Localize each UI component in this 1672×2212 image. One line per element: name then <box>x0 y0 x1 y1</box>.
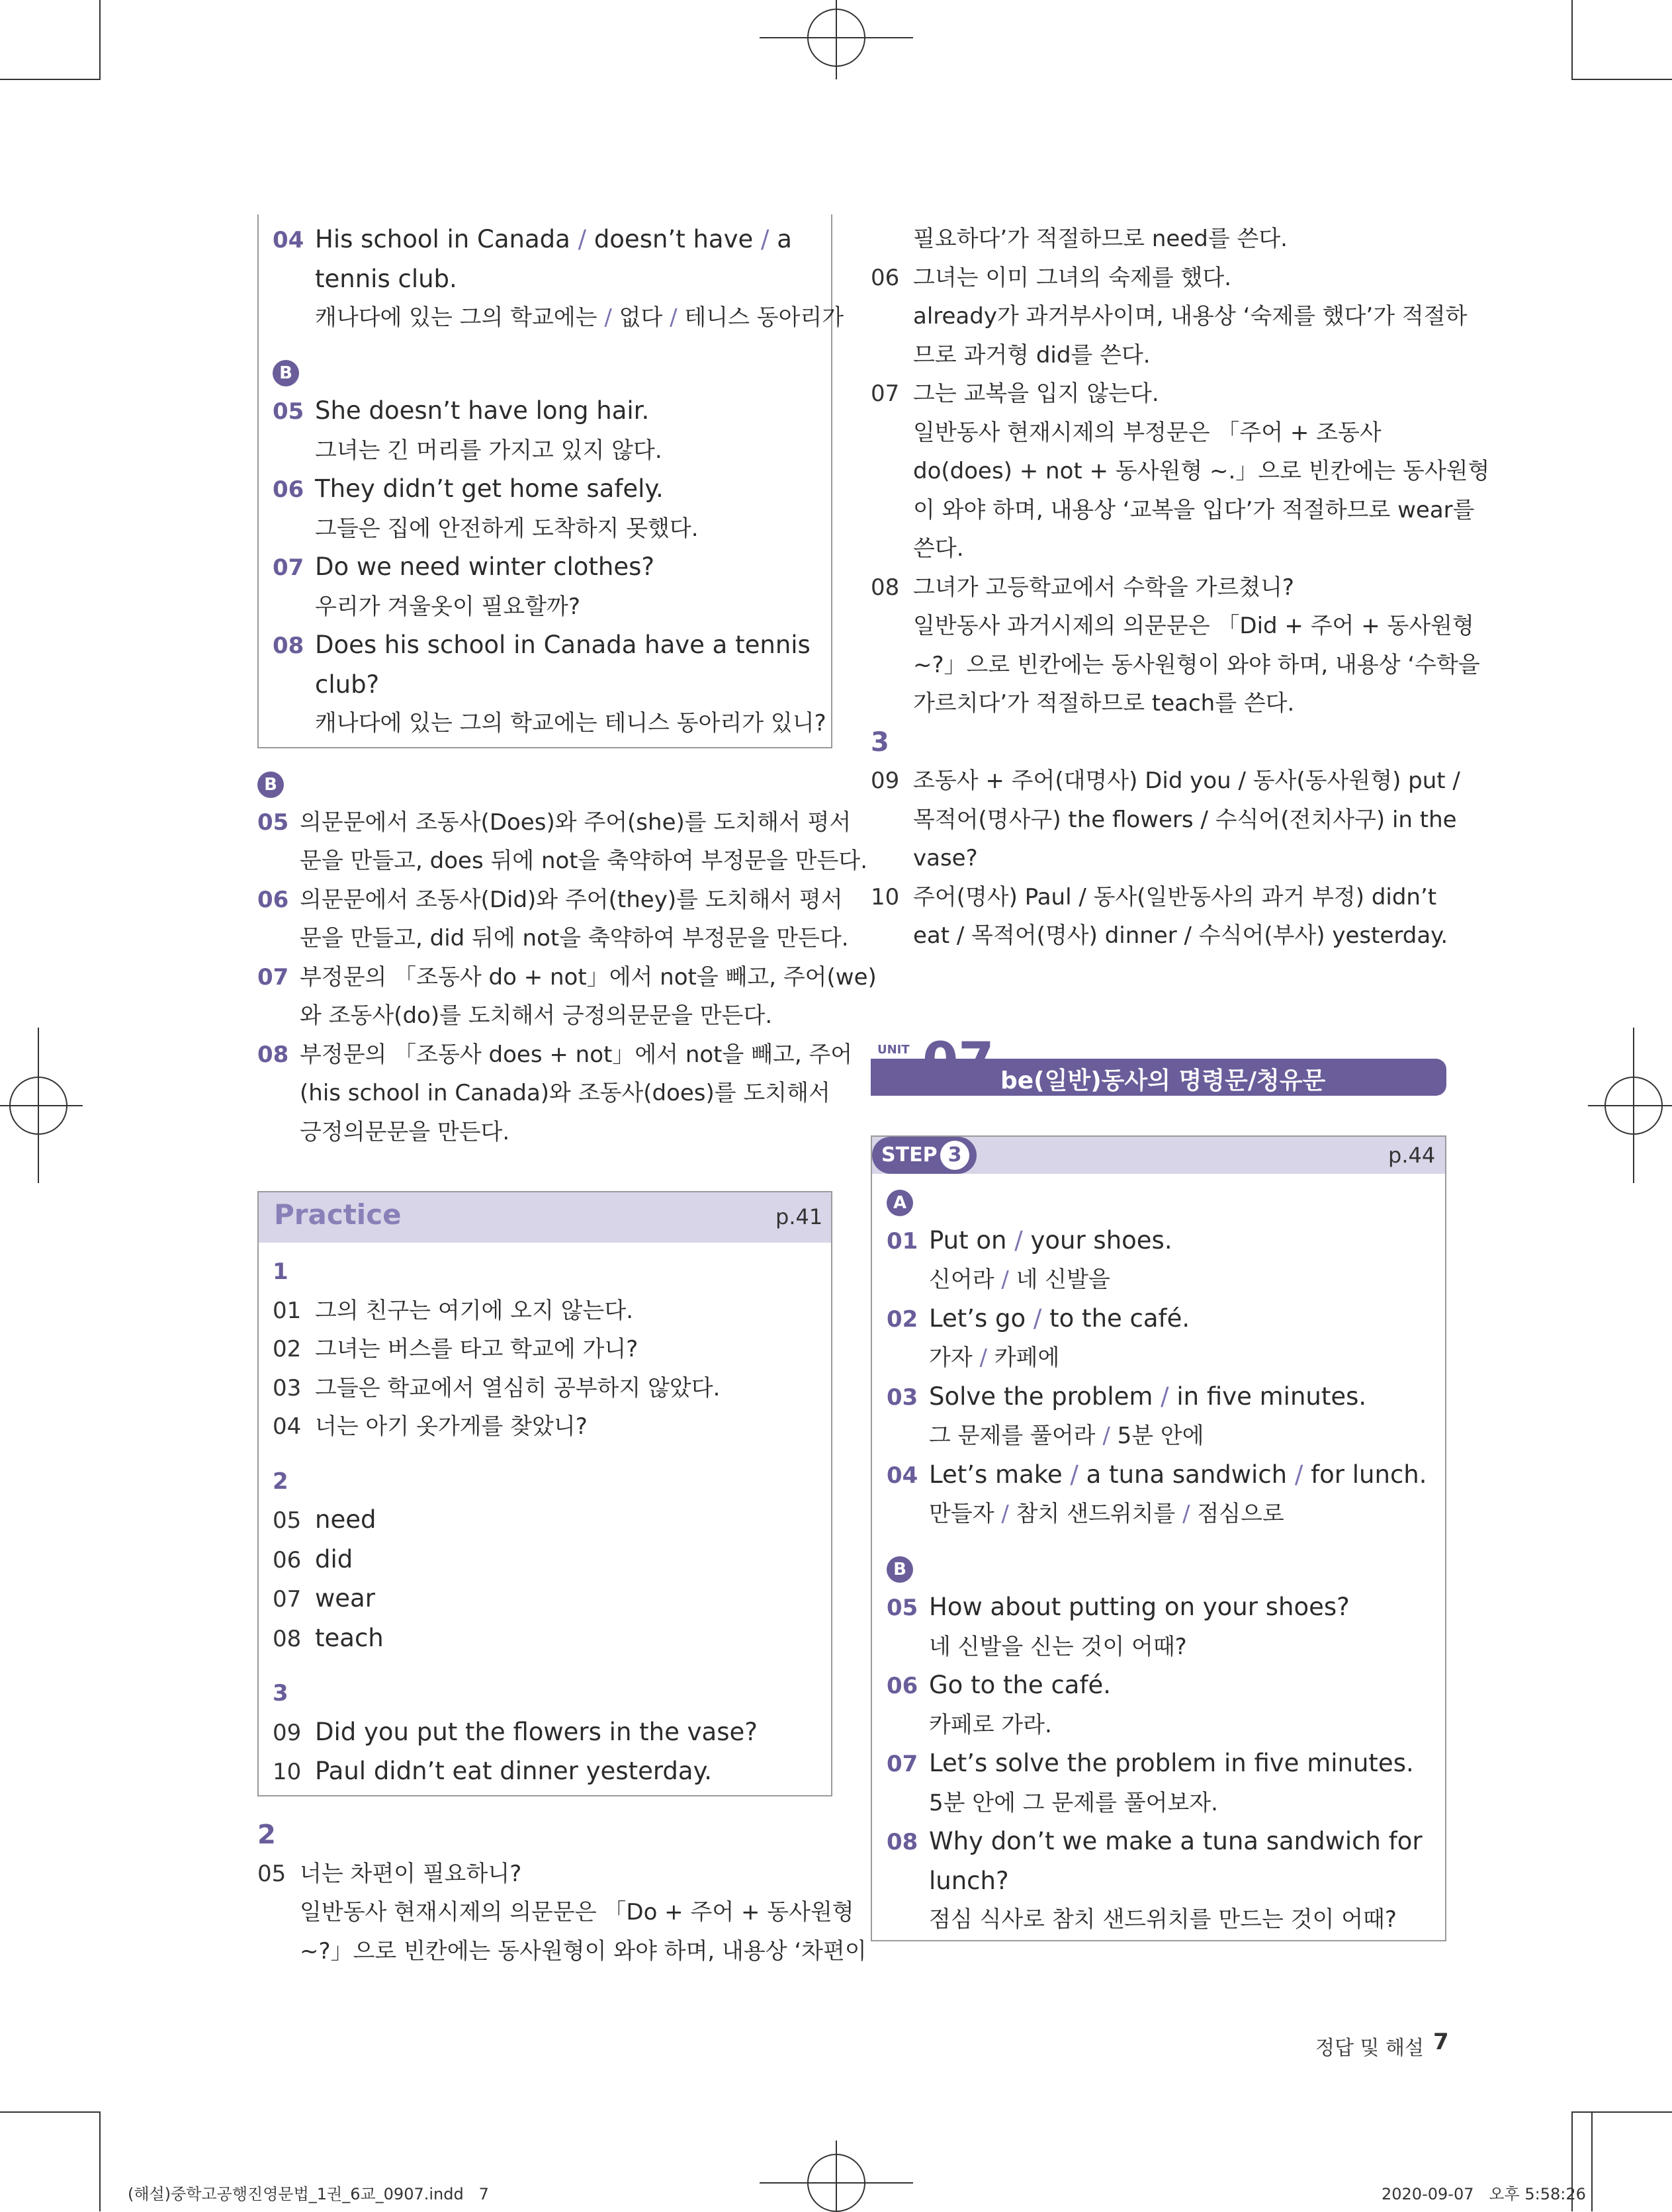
slash: / <box>670 304 685 331</box>
explanation-line: 므로 과거형 did를 쓴다. <box>913 341 1151 369</box>
explanation-line: 쓴다. <box>913 535 964 562</box>
section-3-label: 3 <box>871 727 889 758</box>
item-number: 03 <box>273 1374 302 1401</box>
answer-line <box>273 626 828 666</box>
step-a-translation <box>887 1495 1436 1534</box>
translation-line: 우리가 겨울옷이 필요할까? <box>315 593 580 620</box>
item-04-korean <box>273 298 844 337</box>
text-seg: a tuna sandwich <box>1086 1460 1295 1489</box>
item-text: Does his school in Canada have a tennis <box>315 631 811 659</box>
practice-page-ref: p.41 <box>775 1204 823 1229</box>
practice-item <box>273 1713 822 1753</box>
practice-section-label: 3 <box>273 1680 288 1706</box>
text-seg: 참치 샌드위치를 <box>1016 1501 1183 1527</box>
footer-label: 정답 및 해설 <box>1315 2037 1424 2060</box>
item-number: 07 <box>273 1586 302 1613</box>
text-seg: 그 문제를 풀어라 <box>929 1423 1103 1449</box>
text-seg: 캐나다에 있는 그의 학교에는 <box>315 304 605 331</box>
left-section-2: 2 05 너는 차편이 필요하니? 일반동사 현재시제의 의문문은 「Do + 주어 + 동사원형 ~?」으로 빈칸에는 동사원형이 와야 하며, 내용상 ‘차편이 <box>257 1816 840 1970</box>
text-seg: 점심으로 <box>1197 1501 1284 1527</box>
explanation-line: 가르치다’가 적절하므로 teach를 쓴다. <box>913 690 1295 717</box>
item-number: 06 <box>871 264 900 291</box>
slash: / <box>604 304 619 331</box>
item-number: 07 <box>273 554 304 581</box>
item-number: 08 <box>273 633 304 659</box>
translation-line: 그들은 집에 안전하게 도착하지 못했다. <box>315 515 699 542</box>
practice-body <box>273 1253 822 1792</box>
step-number: 3 <box>940 1141 969 1170</box>
explanation-line <box>257 958 877 997</box>
left-b-explanations <box>257 764 877 1151</box>
unit-label: UNIT <box>877 1043 910 1057</box>
answer-line <box>273 392 828 431</box>
translation-line: 그녀는 긴 머리를 가지고 있지 않다. <box>315 437 662 464</box>
item-text: Paul didn’t eat dinner yesterday. <box>315 1757 712 1785</box>
item-text: Do we need winter clothes? <box>315 553 655 581</box>
slash: / <box>1070 1460 1086 1489</box>
item-text: 의문문에서 조동사(Does)와 주어(she)를 도치해서 평서 <box>300 809 852 836</box>
translation-line: 캐나다에 있는 그의 학교에는 테니스 동아리가 있니? <box>315 710 826 736</box>
practice-section-label: 1 <box>273 1259 288 1285</box>
slash: / <box>578 225 594 253</box>
slash: / <box>761 225 777 253</box>
item-number: 06 <box>273 1546 302 1573</box>
item-number: 04 <box>887 1462 918 1489</box>
text-seg: 만들자 <box>929 1501 1002 1527</box>
text-seg: tennis club. <box>315 264 457 293</box>
item-text: 너는 아기 옷가게를 찾았니? <box>315 1413 588 1440</box>
item-number: 05 <box>273 398 304 425</box>
slash: / <box>1001 1501 1016 1527</box>
text-seg: to the café. <box>1049 1304 1190 1333</box>
explanation-line: 일반동사 과거시제의 의문문은 「Did + 주어 + 동사원형 <box>913 613 1474 639</box>
step-b-badge: B <box>887 1556 913 1583</box>
text-seg: for lunch. <box>1311 1460 1427 1489</box>
explanation-cont: 와 조동사(do)를 도치해서 긍정의문문을 만든다. <box>300 1002 773 1029</box>
practice-item <box>273 1752 822 1792</box>
structure-cont: eat / 목적어(명사) dinner / 수식어(부사) yesterday. <box>913 922 1448 949</box>
text-seg: 신어라 <box>929 1266 1002 1293</box>
text-seg: 가자 <box>929 1345 980 1371</box>
item-text: 부정문의 「조동사 do + not」에서 not을 빼고, 주어(we) <box>300 963 877 991</box>
slash: / <box>1102 1423 1118 1449</box>
step-b-translation: 점심 식사로 참치 샌드위치를 만드는 것이 어때? <box>929 1906 1397 1933</box>
unit-title: be(일반)동사의 명령문/청유문 <box>1000 1067 1326 1094</box>
item-04-line2 <box>273 260 828 299</box>
item-number: 08 <box>257 1041 289 1068</box>
item-text: She doesn’t have long hair. <box>315 396 650 425</box>
step-b-cont: lunch? <box>929 1866 1009 1895</box>
item-text: 그녀는 버스를 타고 학교에 가니? <box>315 1336 638 1362</box>
text-seg: 네 신발을 <box>1016 1266 1110 1293</box>
explanation-line: already가 과거부사이며, 내용상 ‘숙제를 했다’가 적절하 <box>913 303 1468 330</box>
item-text: 그는 교복을 입지 않는다. <box>913 380 1159 407</box>
explanation-line: 이 와야 하며, 내용상 ‘교복을 입다’가 적절하므로 wear를 <box>913 496 1475 523</box>
step-b-translation: 카페로 가라. <box>929 1711 1052 1738</box>
item-number: 09 <box>871 768 900 794</box>
slug-timestamp: 2020-09-07 오후 5:58:26 <box>1382 2185 1586 2203</box>
item-number: 02 <box>887 1305 918 1333</box>
structure-cont: vase? <box>913 845 978 871</box>
step-a-translation <box>887 1339 1436 1378</box>
answer-line-cont: club? <box>315 670 380 699</box>
item-number: 10 <box>273 1759 302 1785</box>
step-b-translation: 네 신발을 신는 것이 어때? <box>929 1633 1187 1660</box>
text-seg: 테니스 동아리가 <box>684 304 844 331</box>
item-text: 의문문에서 조동사(Did)와 주어(they)를 도치해서 평서 <box>300 886 843 913</box>
structure-cont: 목적어(명사구) the flowers / 수식어(전치사구) in the <box>913 806 1457 833</box>
left-top-content <box>273 220 844 743</box>
explanation-cont: 문을 만들고, did 뒤에 not을 축약하여 부정문을 만든다. <box>300 925 849 951</box>
step-a-line <box>887 1300 1436 1339</box>
section-b-items <box>273 392 828 743</box>
step-a-line <box>887 1456 1436 1495</box>
spacer <box>273 1658 822 1674</box>
footer-page-number: 7 <box>1433 2029 1449 2055</box>
item-number: 06 <box>887 1673 918 1699</box>
slash: / <box>1161 1382 1177 1411</box>
slash: / <box>1033 1304 1050 1333</box>
slash: / <box>1014 1225 1031 1255</box>
step-pill: STEP <box>872 1137 977 1174</box>
item-number: 04 <box>273 1413 302 1440</box>
text-seg: a <box>777 225 792 253</box>
section-b-header <box>273 353 828 392</box>
practice-item <box>273 1501 822 1540</box>
text-seg: your shoes. <box>1030 1225 1172 1255</box>
item-text: 그들은 학교에서 열심히 공부하지 않았다. <box>315 1374 721 1401</box>
item-number: 07 <box>887 1751 918 1777</box>
explanation-cont: 긍정의문문을 만든다. <box>300 1118 510 1145</box>
step-a-line <box>887 1378 1436 1417</box>
item-number: 08 <box>273 1625 302 1652</box>
practice-section-label: 2 <box>273 1468 288 1495</box>
step-a-translation <box>887 1417 1436 1456</box>
item-number: 07 <box>257 963 289 991</box>
explanation-line <box>257 1036 853 1075</box>
explanation-line: ~?」으로 빈칸에는 동사원형이 와야 하며, 내용상 ‘수학을 <box>913 651 1480 678</box>
item-number: 07 <box>871 380 900 407</box>
item-text: Go to the café. <box>929 1671 1112 1699</box>
explanation-line: do(does) + not + 동사원형 ~.」으로 빈칸에는 동사원형 <box>913 458 1490 484</box>
step-a-translation <box>887 1261 1436 1300</box>
step-a-line <box>887 1221 1436 1261</box>
text-seg: His school in Canada <box>315 225 578 253</box>
item-number: 06 <box>273 476 304 503</box>
practice-title: Practice <box>274 1198 402 1231</box>
explanation-cont: (his school in Canada)와 조동사(does)를 도치해서 <box>300 1080 830 1106</box>
step-b-translation: 5분 안에 그 문제를 풀어보자. <box>929 1789 1218 1816</box>
item-text: teach <box>315 1623 384 1652</box>
item-number: 05 <box>887 1595 918 1621</box>
item-number: 01 <box>273 1297 302 1324</box>
slash: / <box>1182 1501 1198 1527</box>
item-text: They didn’t get home safely. <box>315 474 664 503</box>
text-seg: Let’s make <box>929 1460 1071 1489</box>
structure-line <box>871 878 1453 917</box>
step-b-line <box>887 1744 1436 1784</box>
item-text: 조동사 + 주어(대명사) Did you / 동사(동사원형) put / <box>913 768 1460 794</box>
slug-filename: (해설)중학고공행진영문법_1권_6교_0907.indd 7 <box>128 2185 489 2203</box>
answer-line <box>273 548 828 588</box>
item-text: 부정문의 「조동사 does + not」에서 not을 빼고, 주어 <box>300 1041 853 1068</box>
item-number: 05 <box>273 1507 302 1534</box>
explanation-line <box>257 803 852 842</box>
item-text: Did you put the flowers in the vase? <box>315 1717 758 1746</box>
item-number: 09 <box>273 1719 302 1746</box>
practice-item <box>273 1407 822 1446</box>
answer-line <box>273 470 828 509</box>
step-b-line <box>887 1822 1436 1862</box>
explanation-question <box>871 568 1453 607</box>
text-seg: doesn’t have <box>594 225 762 253</box>
slash: / <box>1294 1460 1311 1489</box>
text-seg: Let’s go <box>929 1304 1034 1333</box>
explain-b-badge: B <box>257 772 284 798</box>
section-b-badge: B <box>273 360 299 386</box>
text-seg: Put on <box>929 1225 1015 1255</box>
right-explanations: 필요하다’가 적절하므로 need를 쓴다. 06 그녀는 이미 그녀의 숙제를 했다. already가 과거부사이며, 내용상 ‘숙제를 했다’가 적절하 므로 과거형 did를 쓴다. 07 그는 교복을 입지 않는다. 일반동사 현재시제의 부정문은 「주어 + 조동사 do(does) + not + 동사원형 ~.」으로 빈칸에는 동사원형 이 와야 하며, 내용상 ‘교복을 입다’가 적절하므로 wear를 쓴다. 08 그녀가 고등학교에서 수학을 가르쳤니? 일반동사 과거시제의 의문문은 「Did + 주어 + 동사원형 ~?」으로 빈칸에는 동사원형이 와야 하며, 내용상 ‘수학을 가르치다’가 적절하므로 teach를 쓴다. 3 09 조동사 + 주어(대명사) Did you / 동사(동사원형) put / 목적어(명사구) the flowers / 수식어(전치사구) in the vase? 10 주어(명사) Paul / 동사(일반동사의 과거 부정) didn’t eat / 목적어(명사) dinner / 수식어(부사) yesterday. <box>871 220 1453 955</box>
item-text: need <box>315 1505 376 1534</box>
practice-item <box>273 1292 822 1331</box>
item-number: 05 <box>257 809 289 836</box>
item-text: Why don’t we make a tuna sandwich for <box>929 1827 1423 1855</box>
text-seg: 5분 안에 <box>1117 1423 1204 1449</box>
practice-item <box>273 1330 822 1369</box>
spacer <box>273 1446 822 1462</box>
practice-item <box>273 1369 822 1408</box>
item-text: wear <box>315 1584 375 1613</box>
text-seg: 없다 <box>619 304 670 331</box>
item-text: 그녀가 고등학교에서 수학을 가르쳤니? <box>913 574 1294 601</box>
text-seg: 카페에 <box>994 1345 1060 1371</box>
text-seg: in five minutes. <box>1176 1382 1367 1411</box>
step-page-ref: p.44 <box>1388 1143 1436 1168</box>
item-04-line1: 04 His school in Canada / doesn’t have / a <box>273 225 792 253</box>
item-number: 01 <box>887 1227 918 1255</box>
structure-line <box>871 762 1460 801</box>
practice-item <box>273 1579 822 1619</box>
slash: / <box>1001 1266 1016 1293</box>
section-2-label: 2 <box>257 1820 276 1850</box>
item-number: 06 <box>257 886 289 913</box>
item-text: 그의 친구는 여기에 오지 않는다. <box>315 1297 634 1324</box>
step-a-badge: A <box>887 1190 913 1216</box>
item-number: 03 <box>887 1384 918 1411</box>
explanation-line <box>257 881 843 920</box>
item-text: 주어(명사) Paul / 동사(일반동사의 과거 부정) didn’t <box>913 883 1437 910</box>
step-content <box>887 1182 1436 1939</box>
item-text: Let’s solve the problem in five minutes. <box>929 1749 1414 1777</box>
item-number: 08 <box>887 1829 918 1855</box>
item-text: 그녀는 이미 그녀의 숙제를 했다. <box>913 264 1232 291</box>
text-seg: Solve the problem <box>929 1382 1161 1411</box>
step-b-line <box>887 1666 1436 1706</box>
practice-item <box>273 1540 822 1580</box>
item-text: How about putting on your shoes? <box>929 1593 1350 1621</box>
step-b-line <box>887 1588 1436 1628</box>
unit-number: 07 <box>922 1032 994 1092</box>
explanation-line: 일반동사 현재시제의 부정문은 「주어 + 조동사 <box>913 419 1382 446</box>
item-number: 02 <box>273 1336 302 1362</box>
item-number: 10 <box>871 883 900 910</box>
explanation-cont: 문을 만들고, does 뒤에 not을 축약하여 부정문을 만든다. <box>300 848 868 874</box>
item-text: did <box>315 1544 353 1573</box>
practice-item <box>273 1619 822 1659</box>
explanation-question <box>871 375 1453 414</box>
slash: / <box>979 1345 994 1371</box>
explanation-question <box>871 259 1453 298</box>
item-number: 08 <box>871 574 900 601</box>
